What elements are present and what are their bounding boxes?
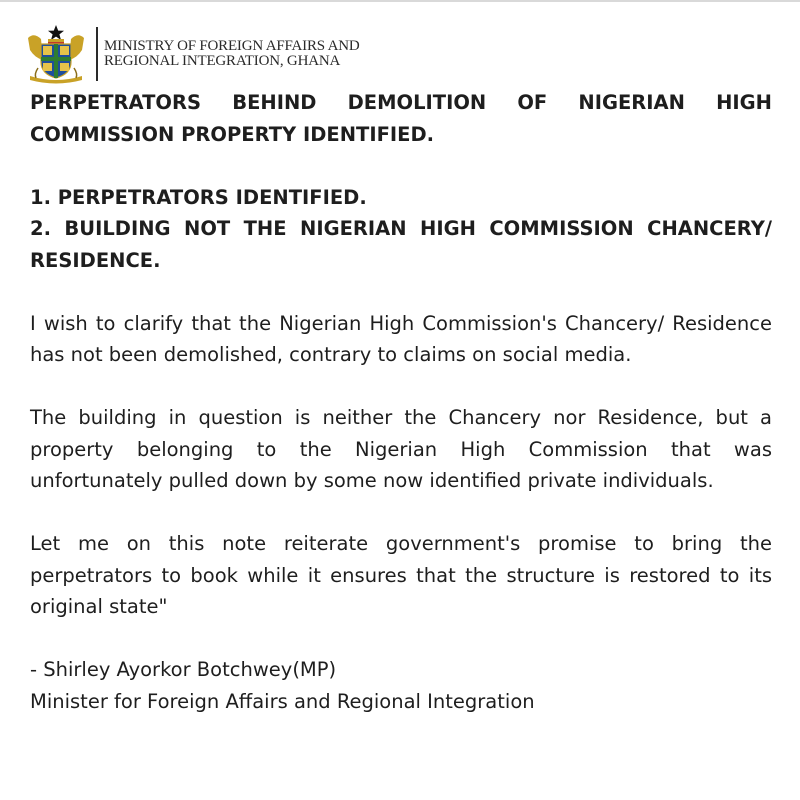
signatory-title: Minister for Foreign Affairs and Regional Integration: [30, 689, 535, 713]
key-point: 1. PERPETRATORS IDENTIFIED.: [30, 185, 367, 209]
headline: PERPETRATORS BEHIND DEMOLITION OF NIGERIAN HIGH COMMISSION PROPERTY IDENTIFIED.: [30, 91, 772, 146]
letterhead: [24, 22, 360, 86]
statement-paragraph: The building in question is neither the Chancery nor Residence, but a property belonging to the Nigerian High Commission that was unfortunately pulled down by some now identified private individuals.: [30, 406, 772, 492]
signatory-name: - Shirley Ayorkor Botchwey(MP): [30, 658, 337, 681]
ghana-coat-of-arms-icon: [24, 24, 88, 84]
header-divider: [96, 27, 98, 81]
key-point: 2. BUILDING NOT THE NIGERIAN HIGH COMMISSION CHANCERY/ RESIDENCE.: [30, 217, 772, 272]
ministry-name-line2: REGIONAL INTEGRATION, GHANA: [104, 53, 341, 69]
press-statement: [30, 87, 772, 717]
statement-paragraph: Let me on this note reiterate government's promise to bring the perpetrators to book while it ensures that the structure is restored to its original state": [30, 532, 772, 618]
top-border: [0, 0, 800, 2]
ministry-name: [104, 39, 360, 69]
signature-block: [30, 654, 772, 717]
ministry-name-line1: MINISTRY OF FOREIGN AFFAIRS AND: [104, 38, 360, 54]
statement-paragraph: I wish to clarify that the Nigerian High Commission's Chancery/ Residence has not been demolished, contrary to claims on social media.: [30, 311, 772, 366]
key-points: [30, 182, 772, 277]
